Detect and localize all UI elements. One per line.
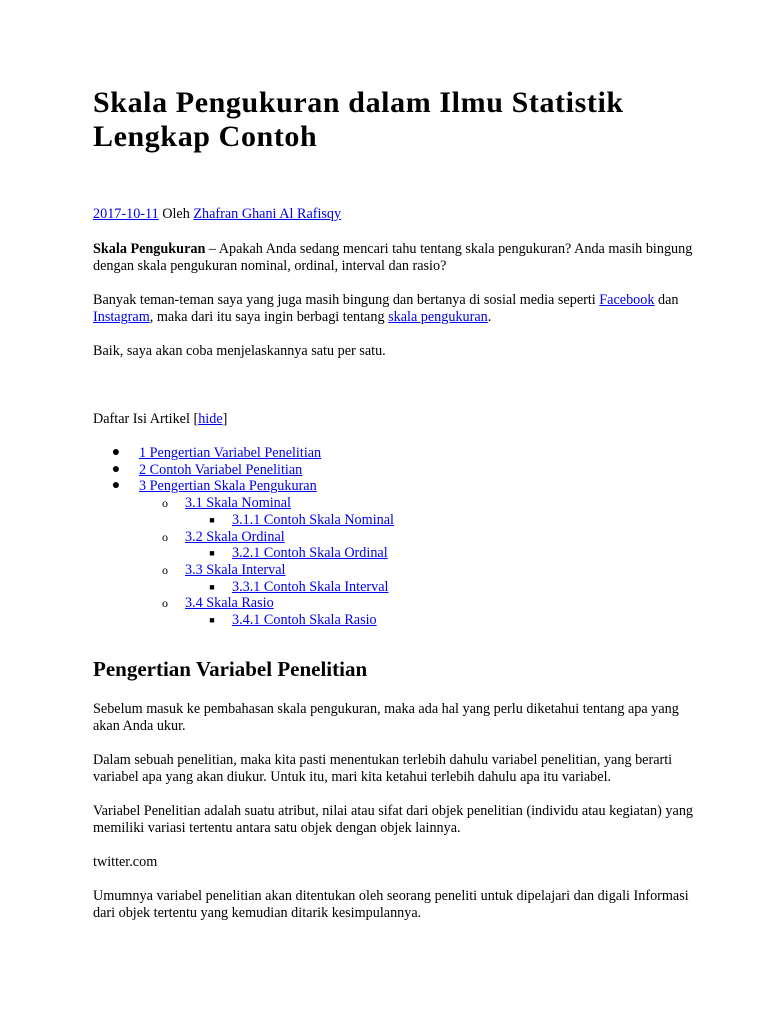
closing-intro-paragraph: Baik, saya akan coba menjelaskannya satu per satu. bbox=[93, 343, 386, 359]
toc-link-3-1[interactable]: 3.1 Skala Nominal bbox=[185, 495, 291, 512]
toc-link-2[interactable]: 2 Contoh Variabel Penelitian bbox=[139, 461, 303, 478]
toc-link-3-3-1[interactable]: 3.3.1 Contoh Skala Interval bbox=[232, 578, 389, 595]
social-text-d: . bbox=[487, 309, 492, 325]
instagram-link[interactable]: Instagram bbox=[93, 309, 150, 325]
toc-item bbox=[93, 545, 693, 562]
image-caption-source: twitter.com bbox=[93, 853, 158, 870]
toc-item bbox=[93, 529, 693, 546]
section-paragraph-3: Variabel Penelitian adalah suatu atribut, nilai atau sifat dari objek penelitian (individu atau kegiatan) yang memiliki variasi tertentu antara satu objek dengan objek lainnya. bbox=[93, 802, 694, 836]
toc-item bbox=[93, 462, 693, 479]
bullet-disc-icon: ● bbox=[111, 445, 121, 460]
bullet-disc-icon: ● bbox=[111, 478, 121, 494]
intro-text: – Apakah Anda sedang mencari tahu tentang skala pengukuran? Anda masih bingung dengan skala pengukuran nominal, ordinal, interval dan rasio? bbox=[93, 241, 693, 274]
toc-link-3[interactable]: 3 Pengertian Skala Pengukuran bbox=[139, 478, 317, 495]
social-text-c: , maka dari itu saya ingin berbagi tentang bbox=[149, 309, 389, 325]
toc-link-3-3[interactable]: 3.3 Skala Interval bbox=[185, 561, 286, 578]
bullet-disc-icon: ● bbox=[111, 461, 121, 477]
section-paragraph-5: Umumnya variabel penelitian akan ditentukan oleh seorang peneliti untuk dipelajari dan digali Informasi dari objek tertentu yang kemudian ditarik kesimpulannya. bbox=[93, 887, 689, 921]
skala-pengukuran-link[interactable]: skala pengukuran bbox=[388, 309, 488, 325]
bullet-square-icon: ■ bbox=[209, 514, 215, 525]
article-meta bbox=[93, 206, 693, 223]
section-heading: Pengertian Variabel Penelitian bbox=[93, 656, 368, 681]
toc-link-3-4-1[interactable]: 3.4.1 Contoh Skala Rasio bbox=[232, 612, 377, 629]
toc-title bbox=[93, 411, 693, 428]
author-link[interactable]: Zhafran Ghani Al Rafisqy bbox=[193, 206, 342, 222]
intro-bold-term: Skala Pengukuran bbox=[93, 241, 206, 257]
article-content bbox=[93, 86, 693, 922]
toc-link-3-2[interactable]: 3.2 Skala Ordinal bbox=[185, 528, 285, 545]
bullet-square-icon: ■ bbox=[209, 615, 215, 626]
date-link[interactable]: 2017-10-11 bbox=[93, 206, 159, 222]
toc-item bbox=[93, 478, 693, 495]
bullet-circle-icon: o bbox=[162, 596, 168, 611]
bullet-circle-icon: o bbox=[162, 562, 168, 577]
social-text-b: dan bbox=[654, 292, 679, 308]
bullet-square-icon: ■ bbox=[209, 548, 215, 559]
title-line-2: Lengkap Contoh bbox=[93, 120, 318, 153]
toc-item bbox=[93, 512, 693, 529]
toc-title-close: ] bbox=[222, 411, 228, 427]
table-of-contents bbox=[93, 445, 693, 629]
toc-title-text: Daftar Isi Artikel [ bbox=[93, 411, 199, 427]
social-paragraph bbox=[93, 292, 693, 326]
section-paragraph-1: Sebelum masuk ke pembahasan skala pengukuran, maka ada hal yang perlu diketahui tentang apa yang akan Anda ukur. bbox=[93, 700, 679, 734]
social-text-a: Banyak teman-teman saya yang juga masih bingung dan bertanya di sosial media seperti bbox=[93, 292, 600, 308]
toc-link-1[interactable]: 1 Pengertian Variabel Penelitian bbox=[139, 445, 322, 461]
toc-item bbox=[93, 445, 693, 462]
bullet-circle-icon: o bbox=[162, 529, 168, 544]
toc-link-3-2-1[interactable]: 3.2.1 Contoh Skala Ordinal bbox=[232, 545, 388, 562]
toc-item bbox=[93, 579, 693, 596]
facebook-link[interactable]: Facebook bbox=[599, 292, 655, 308]
toc-link-3-4[interactable]: 3.4 Skala Rasio bbox=[185, 595, 274, 612]
bullet-square-icon: ■ bbox=[209, 581, 215, 592]
article-title bbox=[93, 86, 693, 154]
bullet-circle-icon: o bbox=[162, 496, 168, 511]
toc-hide-link[interactable]: hide bbox=[198, 411, 223, 427]
toc-item bbox=[93, 595, 693, 612]
intro-paragraph bbox=[93, 241, 693, 275]
section-paragraph-2: Dalam sebuah penelitian, maka kita pasti menentukan terlebih dahulu variabel penelitian, yang berarti variabel apa yang akan diukur. Untuk itu, mari kita ketahui terlebih dahulu apa itu variabel. bbox=[93, 751, 673, 785]
toc-item bbox=[93, 495, 693, 512]
toc-item bbox=[93, 562, 693, 579]
toc-item bbox=[93, 612, 693, 629]
toc-link-3-1-1[interactable]: 3.1.1 Contoh Skala Nominal bbox=[232, 511, 394, 528]
by-label: Oleh bbox=[162, 206, 190, 222]
title-line-1: Skala Pengukuran dalam Ilmu Statistik bbox=[93, 86, 624, 119]
